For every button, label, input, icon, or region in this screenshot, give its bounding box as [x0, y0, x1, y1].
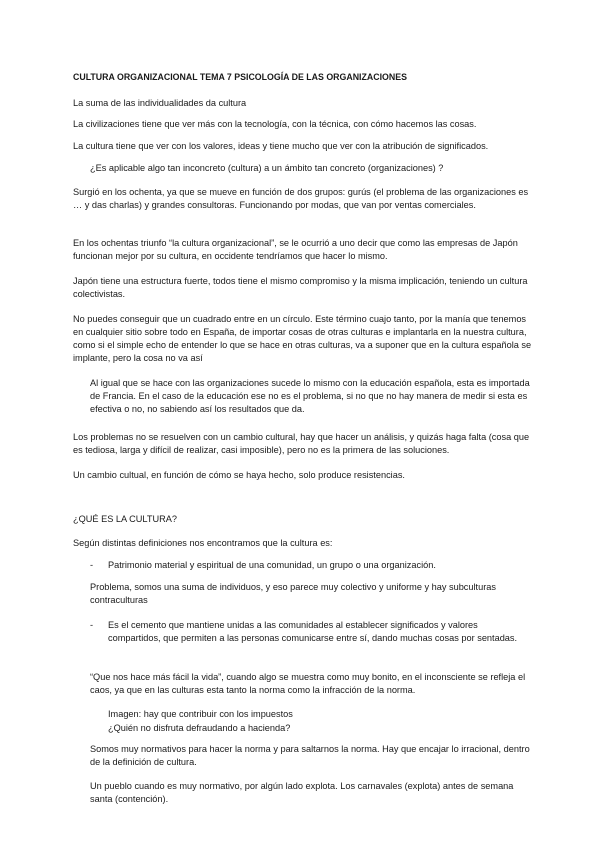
- image-caption-line: Imagen: hay que contribuir con los impuestos: [108, 709, 293, 719]
- paragraph: La civilizaciones tiene que ver más con la tecnología, con la técnica, con cómo hacemos las cosas.: [73, 119, 477, 129]
- indented-paragraph: Somos muy normativos para hacer la norma y para saltarnos la norma. Hay que encajar lo irracional, dentro de la definición de cultura.: [90, 744, 530, 768]
- image-caption-line: ¿Quién no disfruta defraudando a hacienda?: [108, 723, 291, 733]
- question-paragraph: ¿Es aplicable algo tan inconcreto (cultura) a un ámbito tan concreto (organizaciones) ?: [90, 163, 444, 173]
- paragraph: La suma de las individualidades da cultura: [73, 98, 247, 108]
- indented-paragraph: Un pueblo cuando es muy normativo, por algún lado explota. Los carnavales (explota) antes de semana santa (contención).: [90, 781, 514, 805]
- paragraph: No puedes conseguir que un cuadrado entre en un círculo. Este término cuajo tanto, por la manía que tenemos en cualquier sitio sobre todo en España, de importar cosas de otras culturas e implantarla en la nuestra cultura, como si el simple echo de entender lo que se hace en otras culturas, va a suponer que en la cultura española se implante, pero la cosa no va así: [73, 314, 532, 364]
- paragraph: Según distintas definiciones nos encontramos que la cultura es:: [73, 538, 333, 548]
- paragraph: Surgió en los ochenta, ya que se mueve en función de dos grupos: gurús (el problema de las organizaciones es … y das charlas) y grandes consultoras. Funcionando por modas, que van por ventas comerciales.: [73, 187, 529, 211]
- list-item: Es el cemento que mantiene unidas a las comunidades al establecer significados y valores compartidos, que permiten a las personas comunicarse entre sí, dando muchas cosas por sentadas.: [108, 620, 518, 644]
- paragraph: Los problemas no se resuelven con un cambio cultural, hay que hacer un análisis, y quizás haga falta (cosa que es tediosa, larga y difícil de realizar, casi imposible), pero no es la primera de las soluciones.: [73, 432, 530, 456]
- indented-paragraph: Al igual que se hace con las organizaciones sucede lo mismo con la educación española, esta es importada de Francia. En el caso de la educación ese no es el problema, si no que no hay manera de medir si esta es efectiva o no, no sabiendo así los resultados que da.: [90, 378, 530, 415]
- indented-paragraph: Problema, somos una suma de individuos, y eso parece muy colectivo y uniforme y hay subculturas contraculturas: [90, 582, 496, 606]
- list-item: Patrimonio material y espiritual de una comunidad, un grupo o una organización.: [108, 560, 436, 570]
- paragraph: En los ochentas triunfo “la cultura organizacional”, se le ocurrió a uno decir que como las empresas de Japón funcionan mejor por su cultura, en occidente tendríamos que hacer lo mismo.: [73, 238, 518, 262]
- indented-paragraph: “Que nos hace más fácil la vida”, cuando algo se muestra como muy bonito, en el inconsciente se refleja el caos, ya que en las culturas esta tanto la norma como la infracción de la norma.: [90, 672, 526, 696]
- paragraph: Un cambio cultual, en función de cómo se haya hecho, solo produce resistencias.: [73, 470, 405, 480]
- paragraph: Japón tiene una estructura fuerte, todos tiene el mismo compromiso y la misma implicación, teniendo un cultura colectivistas.: [73, 276, 528, 300]
- section-heading: ¿QUÉ ES LA CULTURA?: [73, 514, 177, 524]
- bullet-marker: -: [90, 620, 94, 630]
- document-title: CULTURA ORGANIZACIONAL TEMA 7 PSICOLOGÍA DE LAS ORGANIZACIONES: [73, 72, 407, 82]
- bullet-marker: -: [90, 560, 94, 570]
- paragraph: La cultura tiene que ver con los valores, ideas y tiene mucho que ver con la atribución de significados.: [73, 141, 489, 151]
